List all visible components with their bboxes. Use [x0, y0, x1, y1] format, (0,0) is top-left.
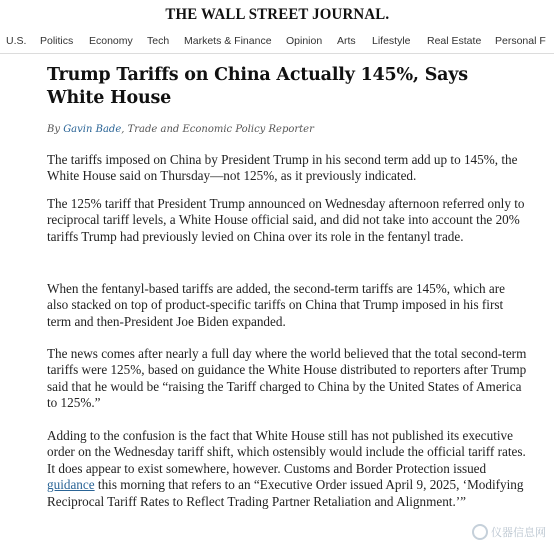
- watermark-text: 仪器信息网: [491, 526, 546, 539]
- article-headline: Trump Tariffs on China Actually 145%, Says White House: [47, 65, 468, 108]
- masthead-title: THE WALL STREET JOURNAL.: [165, 6, 389, 23]
- author-role: , Trade and Economic Policy Reporter: [121, 124, 314, 135]
- nav-item-politics[interactable]: Politics: [40, 35, 74, 47]
- nav-item-opinion[interactable]: Opinion: [286, 35, 323, 47]
- nav-divider: [0, 53, 554, 54]
- watermark-logo-icon: [472, 524, 488, 540]
- watermark: [472, 524, 546, 540]
- masthead-logo[interactable]: [0, 6, 554, 24]
- article-paragraph: The news comes after nearly a full day where the world believed that the total second-term tariffs were 125%, based on guidance the White House distributed to reporters after Trump said that he would be “raising the Tariff charged to China by the United States of America to 125%.”: [47, 346, 527, 411]
- nav-item-tech[interactable]: Tech: [147, 35, 170, 47]
- nav-item-us[interactable]: U.S.: [6, 35, 27, 47]
- paragraph-text-before-link: Adding to the confusion is the fact that White House still has not published its executive order on the Wednesday tariff shift, which ostensibly would include the official tariff rates. It does appear to exist somewhere, however. Customs and Border Protection issued: [47, 428, 526, 476]
- author-link[interactable]: Gavin Bade: [63, 124, 122, 135]
- byline: [47, 124, 527, 135]
- article-paragraph: The 125% tariff that President Trump announced on Wednesday afternoon referred only to reciprocal tariff levels, a White House official said, and did not take into account the 20% tariffs Trump had previously levied on China over its role in the fentanyl trade.: [47, 196, 525, 244]
- article-paragraph: [47, 428, 527, 510]
- byline-prefix: By: [47, 124, 60, 135]
- section-nav: [0, 32, 554, 52]
- article-paragraph: The tariffs imposed on China by President Trump in his second term add up to 145%, the White House said on Thursday—not 125%, as it previously indicated.: [47, 152, 518, 184]
- guidance-link[interactable]: guidance: [47, 477, 95, 493]
- nav-item-markets-finance[interactable]: Markets & Finance: [184, 35, 272, 47]
- paragraph-text-after-link: this morning that refers to an “Executive Order issued April 9, 2025, ‘Modifying Reciprocal Tariff Rates to Reflect Trading Partner Retaliation and Alignment.’”: [47, 477, 524, 509]
- nav-item-real-estate[interactable]: Real Estate: [427, 35, 482, 47]
- nav-item-lifestyle[interactable]: Lifestyle: [372, 35, 411, 47]
- nav-item-arts[interactable]: Arts: [337, 35, 356, 47]
- nav-item-economy[interactable]: Economy: [89, 35, 133, 47]
- nav-item-personal-finance[interactable]: Personal F: [495, 35, 546, 47]
- article-paragraph: When the fentanyl-based tariffs are added, the second-term tariffs are 145%, which are also stacked on top of product-specific tariffs on China that Trump imposed in his first term and then-President Joe Biden expanded.: [47, 281, 505, 329]
